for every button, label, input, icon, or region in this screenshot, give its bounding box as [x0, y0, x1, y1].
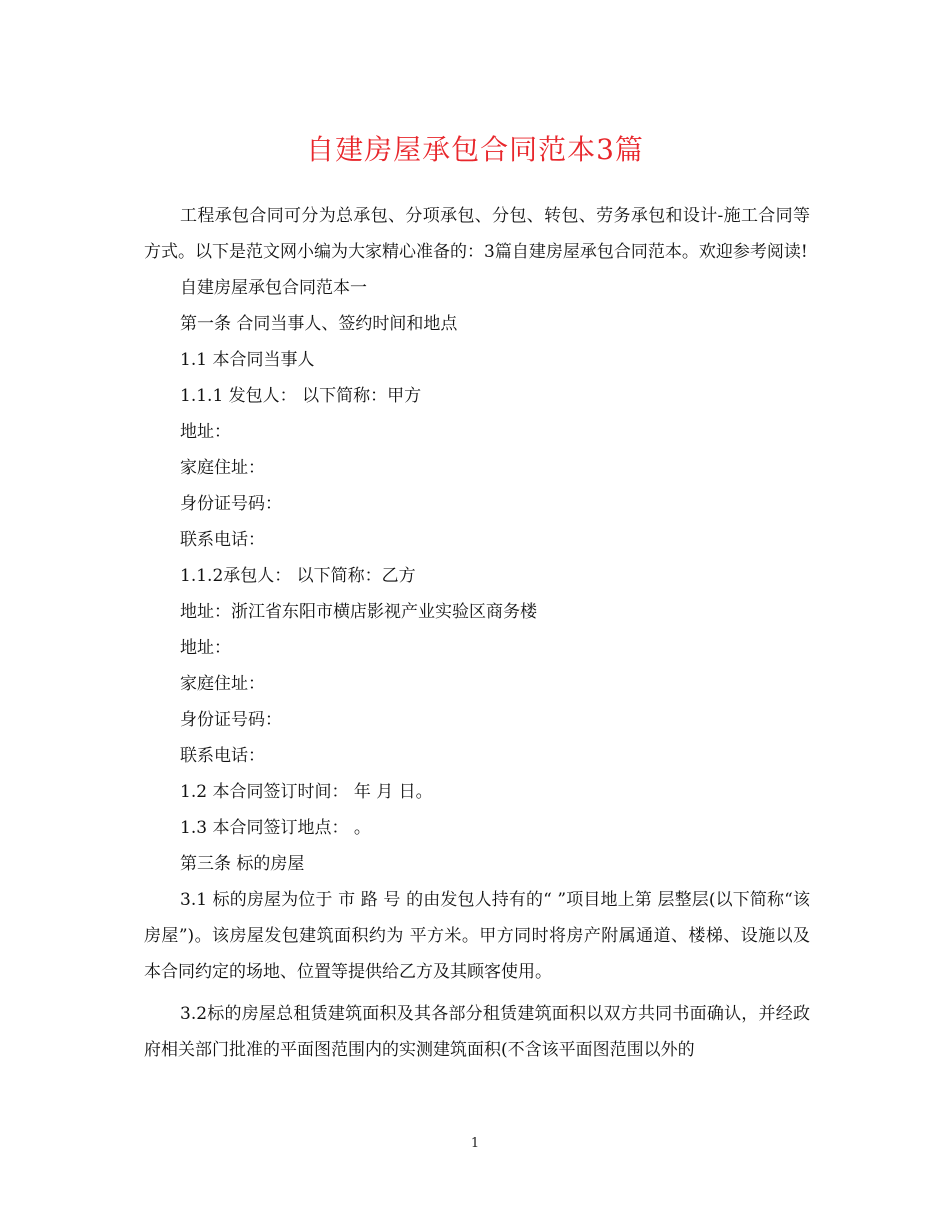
field-label: 家庭住址： — [180, 458, 265, 478]
field-label: 身份证号码： — [180, 710, 282, 730]
document-body — [144, 198, 810, 1068]
field-label: 联系电话： — [180, 746, 265, 766]
page-number: 1 — [470, 1136, 480, 1151]
clause-text: 1.2 本合同签订时间： 年 月 日。 — [180, 782, 433, 802]
field-label: 家庭住址： — [180, 674, 265, 694]
field-label: 地址： — [180, 638, 231, 658]
field-label: 地址： — [180, 422, 231, 442]
document-title: 自建房屋承包合同范本3篇 — [306, 133, 644, 166]
clause-paragraph: 3.2标的房屋总租赁建筑面积及其各部分租赁建筑面积以双方共同书面确认，并经政府相关部门批准的平面图范围内的实测建筑面积(不含该平面图范围以外的 — [144, 1004, 810, 1060]
article-heading: 第一条 合同当事人、签约时间和地点 — [180, 314, 458, 334]
article-heading: 第三条 标的房屋 — [180, 854, 305, 874]
field-label: 身份证号码： — [180, 494, 282, 514]
intro-paragraph: 工程承包合同可分为总承包、分项承包、分包、转包、劳务承包和设计-施工合同等方式。以下是范文网小编为大家精心准备的：3篇自建房屋承包合同范本。欢迎参考阅读! — [144, 206, 810, 262]
clause-paragraph: 3.1 标的房屋为位于 市 路 号 的由发包人持有的“ ”项目地上第 层整层(以下简称“该房屋”)。该房屋发包建筑面积约为 平方米。甲方同时将房产附属通道、楼梯、设施以及本合同约定的场地、位置等提供给乙方及其顾客使用。 — [144, 890, 810, 982]
field-label: 地址：浙江省东阳市横店影视产业实验区商务楼 — [180, 602, 537, 622]
clause-text: 1.1.2承包人： 以下简称：乙方 — [180, 566, 416, 586]
field-label: 联系电话： — [180, 530, 265, 550]
clause-text: 1.1.1 发包人： 以下简称：甲方 — [180, 386, 422, 406]
clause-text: 1.1 本合同当事人 — [180, 350, 315, 370]
sample-heading: 自建房屋承包合同范本一 — [180, 278, 367, 298]
clause-text: 1.3 本合同签订地点： 。 — [180, 818, 371, 838]
